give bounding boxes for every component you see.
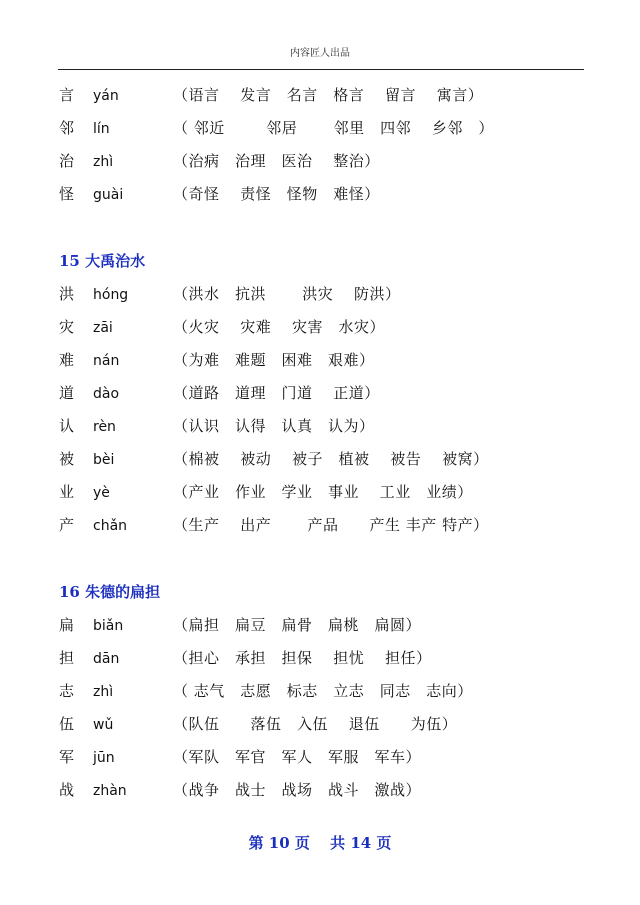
vocab-words: （火灾 灾难 灾害 水灾）: [173, 318, 386, 336]
vocab-pinyin: bèi: [93, 452, 115, 468]
vocab-row: [59, 509, 589, 542]
vocab-pinyin: yè: [93, 485, 110, 501]
vocab-words: （产业 作业 学业 事业 工业 业绩）: [173, 483, 473, 501]
vocab-pinyin: rèn: [93, 419, 116, 435]
vocab-pinyin: dān: [93, 651, 120, 667]
vocab-row: [59, 344, 589, 377]
vocab-pinyin: biǎn: [93, 618, 124, 634]
vocab-pinyin: zhàn: [93, 783, 127, 799]
vocab-char: 言: [59, 86, 75, 104]
vocab-row: [59, 443, 589, 476]
vocab-char: 怪: [59, 185, 75, 203]
vocab-words: （道路 道理 门道 正道）: [173, 384, 380, 402]
lesson-title: 16 朱德的扁担: [59, 583, 161, 601]
vocab-row: [59, 112, 589, 145]
vocab-words: （认识 认得 认真 认为）: [173, 417, 375, 435]
vocab-pinyin: jūn: [93, 750, 115, 766]
vocab-pinyin: wǔ: [93, 717, 114, 733]
vocab-char: 军: [59, 748, 75, 766]
vocab-words: （扁担 扁豆 扁骨 扁桃 扁圆）: [173, 616, 422, 634]
vocab-words: （洪水 抗洪 洪灾 防洪）: [173, 285, 401, 303]
vocab-pinyin: yán: [93, 88, 119, 104]
vocab-pinyin: guài: [93, 187, 124, 203]
vocab-words: （棉被 被动 被子 植被 被告 被窝）: [173, 450, 489, 468]
vocab-pinyin: dào: [93, 386, 120, 402]
vocab-words: （军队 军官 军人 军服 军车）: [173, 748, 422, 766]
vocab-char: 伍: [59, 715, 75, 733]
vocab-char: 扁: [59, 616, 75, 634]
vocab-row: [59, 609, 589, 642]
vocab-pinyin: zhì: [93, 154, 114, 170]
vocab-char: 认: [59, 417, 75, 435]
vocab-words: （ 志气 志愿 标志 立志 同志 志向）: [173, 682, 473, 700]
header-rule: [58, 69, 584, 70]
vocab-pinyin: chǎn: [93, 518, 128, 534]
vocab-row: [59, 774, 589, 807]
vocab-pinyin: zhì: [93, 684, 114, 700]
vocab-pinyin: lín: [93, 121, 110, 137]
vocab-char: 邻: [59, 119, 75, 137]
vocab-row: [59, 79, 589, 112]
vocabulary-block-lesson-15: [59, 278, 589, 542]
vocab-char: 担: [59, 649, 75, 667]
vocab-char: 业: [59, 483, 75, 501]
vocabulary-block-lesson-16: [59, 609, 589, 807]
vocab-char: 治: [59, 152, 75, 170]
vocab-row: [59, 642, 589, 675]
vocab-row: [59, 741, 589, 774]
vocab-char: 战: [59, 781, 75, 799]
vocab-pinyin: hóng: [93, 287, 129, 303]
vocab-pinyin: zāi: [93, 320, 113, 336]
vocab-row: [59, 377, 589, 410]
vocab-char: 志: [59, 682, 75, 700]
page-header: 内容匠人出品: [290, 48, 350, 59]
vocab-row: [59, 278, 589, 311]
vocab-words: （战争 战士 战场 战斗 激战）: [173, 781, 422, 799]
vocab-pinyin: nán: [93, 353, 120, 369]
vocab-words: （为难 难题 困难 艰难）: [173, 351, 375, 369]
vocabulary-content: [59, 79, 589, 807]
vocab-row: [59, 311, 589, 344]
vocab-row: [59, 410, 589, 443]
vocab-words: （奇怪 责怪 怪物 难怪）: [173, 185, 380, 203]
vocab-char: 难: [59, 351, 75, 369]
vocab-row: [59, 675, 589, 708]
vocab-char: 被: [59, 450, 75, 468]
vocab-char: 灾: [59, 318, 75, 336]
vocab-char: 洪: [59, 285, 75, 303]
vocab-words: （治病 治理 医治 整治）: [173, 152, 380, 170]
vocab-char: 道: [59, 384, 75, 402]
vocab-char: 产: [59, 516, 75, 534]
vocab-row: [59, 708, 589, 741]
lesson-title: 15 大禹治水: [59, 252, 146, 270]
vocab-row: [59, 178, 589, 211]
vocab-row: [59, 145, 589, 178]
page-footer: 第 10 页 共 14 页: [248, 834, 392, 852]
vocabulary-block-intro: [59, 79, 589, 211]
vocab-words: （队伍 落伍 入伍 退伍 为伍）: [173, 715, 458, 733]
vocab-words: （生产 出产 产品 产生 丰产 特产）: [173, 516, 489, 534]
vocab-words: （语言 发言 名言 格言 留言 寓言）: [173, 86, 484, 104]
vocab-words: （ 邻近 邻居 邻里 四邻 乡邻 ）: [173, 119, 494, 137]
vocab-words: （担心 承担 担保 担忧 担任）: [173, 649, 432, 667]
vocab-row: [59, 476, 589, 509]
